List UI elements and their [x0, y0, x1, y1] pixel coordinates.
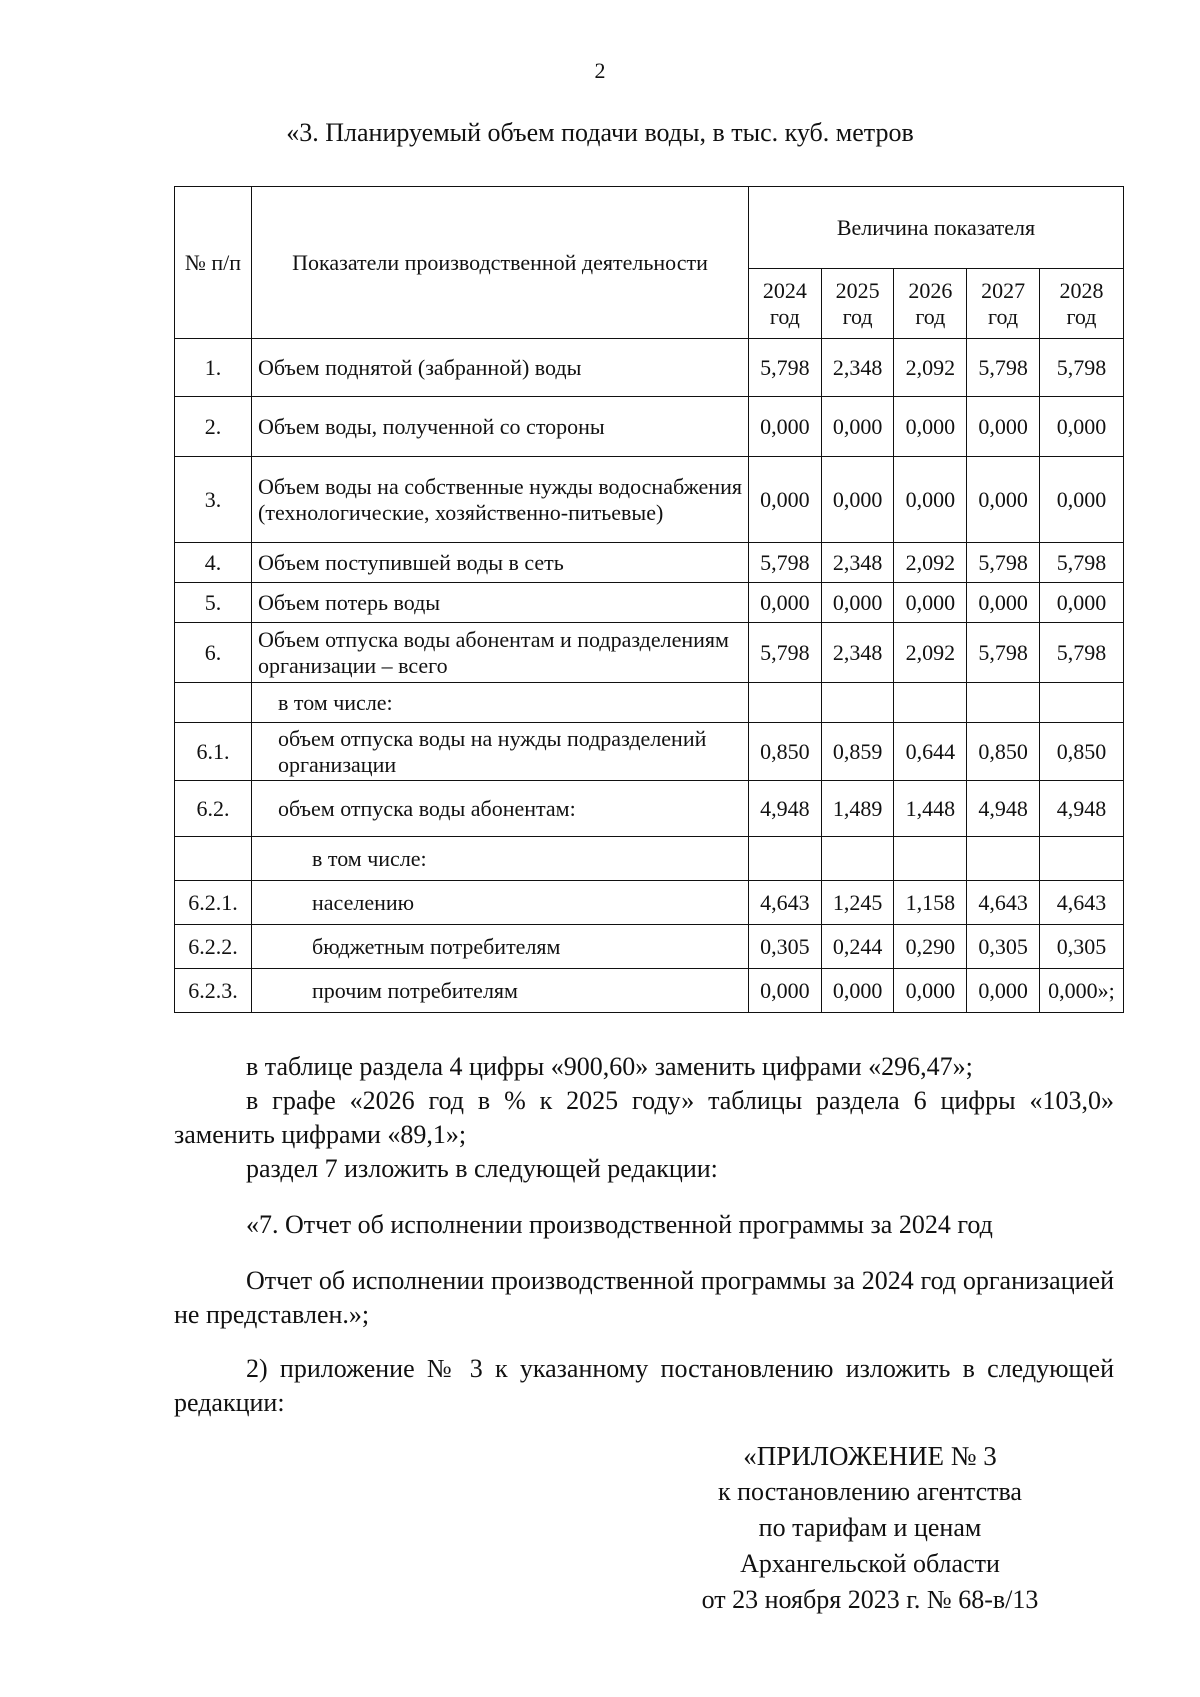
row-value: 0,000 — [1039, 397, 1123, 457]
row-value: 0,000 — [967, 397, 1040, 457]
row-value: 2,092 — [894, 623, 967, 683]
row-value: 1,489 — [821, 781, 894, 837]
row-value: 2,092 — [894, 339, 967, 397]
row-value: 5,798 — [749, 543, 822, 583]
row-num: 6.2.2. — [175, 925, 252, 969]
row-value — [821, 837, 894, 881]
header-year: 2024 год — [749, 269, 822, 339]
header-year: 2026 год — [894, 269, 967, 339]
row-value: 0,850 — [749, 723, 822, 781]
row-value: 0,850 — [967, 723, 1040, 781]
row-value: 2,348 — [821, 339, 894, 397]
row-value: 0,850 — [1039, 723, 1123, 781]
row-num — [175, 837, 252, 881]
row-value — [967, 837, 1040, 881]
header-indicator: Показатели производственной деятельности — [252, 187, 749, 339]
row-label: Объем воды на собственные нужды водоснабжения (технологические, хозяйственно-питьевые) — [252, 457, 749, 543]
row-value: 5,798 — [749, 339, 822, 397]
row-num: 1. — [175, 339, 252, 397]
row-value: 0,000»; — [1039, 969, 1123, 1013]
table-row — [175, 623, 1124, 683]
water-supply-table — [174, 186, 1124, 1013]
header-year: 2025 год — [821, 269, 894, 339]
row-label: в том числе: — [252, 837, 749, 881]
row-num: 4. — [175, 543, 252, 583]
row-num: 6.1. — [175, 723, 252, 781]
row-value — [1039, 837, 1123, 881]
table-row — [175, 583, 1124, 623]
section-7-title: «7. Отчет об исполнении производственной программы за 2024 год — [246, 1210, 993, 1239]
row-label: населению — [252, 881, 749, 925]
row-label: бюджетным потребителям — [252, 925, 749, 969]
row-value: 5,798 — [967, 543, 1040, 583]
row-value: 5,798 — [1039, 623, 1123, 683]
row-value: 5,798 — [1039, 543, 1123, 583]
row-value: 0,859 — [821, 723, 894, 781]
row-label: Объем отпуска воды абонентам и подразделениям организации – всего — [252, 623, 749, 683]
table-row — [175, 837, 1124, 881]
appendix-block — [630, 1438, 1110, 1618]
appendix-title: «ПРИЛОЖЕНИЕ № 3 — [743, 1441, 997, 1471]
table-row — [175, 397, 1124, 457]
row-num: 5. — [175, 583, 252, 623]
row-value: 1,448 — [894, 781, 967, 837]
amendment-paragraph-3: раздел 7 изложить в следующей редакции: — [246, 1154, 718, 1183]
row-value: 5,798 — [1039, 339, 1123, 397]
row-value — [967, 683, 1040, 723]
row-value: 0,000 — [1039, 583, 1123, 623]
row-value: 0,000 — [894, 457, 967, 543]
row-value: 1,158 — [894, 881, 967, 925]
row-num: 3. — [175, 457, 252, 543]
header-year: 2027 год — [967, 269, 1040, 339]
row-num: 2. — [175, 397, 252, 457]
table-row — [175, 925, 1124, 969]
row-value: 2,092 — [894, 543, 967, 583]
header-year: 2028 год — [1039, 269, 1123, 339]
section-3-title: «3. Планируемый объем подачи воды, в тыс. куб. метров — [286, 118, 914, 147]
row-label: прочим потребителям — [252, 969, 749, 1013]
row-label: Объем поднятой (забранной) воды — [252, 339, 749, 397]
appendix-line: от 23 ноября 2023 г. № 68-в/13 — [701, 1585, 1039, 1614]
row-value: 0,305 — [967, 925, 1040, 969]
row-num: 6. — [175, 623, 252, 683]
header-num: № п/п — [175, 187, 252, 339]
row-label: Объем поступившей воды в сеть — [252, 543, 749, 583]
row-value — [1039, 683, 1123, 723]
row-value: 0,000 — [749, 457, 822, 543]
table-row — [175, 781, 1124, 837]
row-value: 5,798 — [967, 623, 1040, 683]
row-label: объем отпуска воды абонентам: — [252, 781, 749, 837]
row-value: 0,000 — [821, 397, 894, 457]
row-num — [175, 683, 252, 723]
row-value — [821, 683, 894, 723]
row-label: Объем потерь воды — [252, 583, 749, 623]
row-value — [894, 683, 967, 723]
table-row — [175, 457, 1124, 543]
row-value: 0,244 — [821, 925, 894, 969]
row-value: 4,643 — [967, 881, 1040, 925]
page-number: 2 — [594, 58, 606, 83]
table-row — [175, 543, 1124, 583]
row-value: 2,348 — [821, 543, 894, 583]
row-value: 0,000 — [749, 969, 822, 1013]
row-value: 0,290 — [894, 925, 967, 969]
row-value: 0,000 — [894, 397, 967, 457]
row-value: 5,798 — [749, 623, 822, 683]
row-value: 4,948 — [749, 781, 822, 837]
amendment-paragraph-1: в таблице раздела 4 цифры «900,60» заменить цифрами «296,47»; — [246, 1052, 973, 1081]
table-row — [175, 683, 1124, 723]
row-value: 0,305 — [1039, 925, 1123, 969]
row-value: 0,000 — [821, 457, 894, 543]
row-num: 6.2.1. — [175, 881, 252, 925]
row-value: 4,643 — [1039, 881, 1123, 925]
row-num: 6.2.3. — [175, 969, 252, 1013]
row-num: 6.2. — [175, 781, 252, 837]
report-paragraph: Отчет об исполнении производственной программы за 2024 год организацией не представлен.»; — [174, 1266, 1114, 1329]
row-value — [894, 837, 967, 881]
row-label: в том числе: — [252, 683, 749, 723]
table-row — [175, 339, 1124, 397]
row-value: 0,000 — [967, 969, 1040, 1013]
row-value: 0,644 — [894, 723, 967, 781]
row-value: 5,798 — [967, 339, 1040, 397]
row-value: 2,348 — [821, 623, 894, 683]
row-value: 4,948 — [967, 781, 1040, 837]
row-value: 0,000 — [967, 583, 1040, 623]
table-row — [175, 723, 1124, 781]
row-value — [749, 683, 822, 723]
row-value: 1,245 — [821, 881, 894, 925]
row-value: 0,000 — [821, 969, 894, 1013]
appendix-line: Архангельской области — [740, 1549, 1000, 1578]
row-value — [749, 837, 822, 881]
row-label: объем отпуска воды на нужды подразделений организации — [252, 723, 749, 781]
row-value: 0,000 — [1039, 457, 1123, 543]
appendix-paragraph: 2) приложение № 3 к указанному постановлению изложить в следующей редакции: — [174, 1354, 1114, 1417]
table-row — [175, 969, 1124, 1013]
row-value: 0,000 — [749, 397, 822, 457]
amendment-paragraph-2: в графе «2026 год в % к 2025 году» таблицы раздела 6 цифры «103,0» заменить цифрами «89,1»; — [174, 1086, 1114, 1149]
appendix-line: по тарифам и ценам — [758, 1513, 982, 1542]
row-value: 0,000 — [894, 583, 967, 623]
header-value-group: Величина показателя — [749, 187, 1124, 269]
row-value: 0,000 — [967, 457, 1040, 543]
appendix-line: к постановлению агентства — [718, 1477, 1022, 1506]
row-value: 4,643 — [749, 881, 822, 925]
table-header-row — [175, 187, 1124, 269]
row-value: 0,305 — [749, 925, 822, 969]
row-value: 0,000 — [894, 969, 967, 1013]
row-value: 4,948 — [1039, 781, 1123, 837]
table-row — [175, 881, 1124, 925]
row-label: Объем воды, полученной со стороны — [252, 397, 749, 457]
row-value: 0,000 — [749, 583, 822, 623]
row-value: 0,000 — [821, 583, 894, 623]
